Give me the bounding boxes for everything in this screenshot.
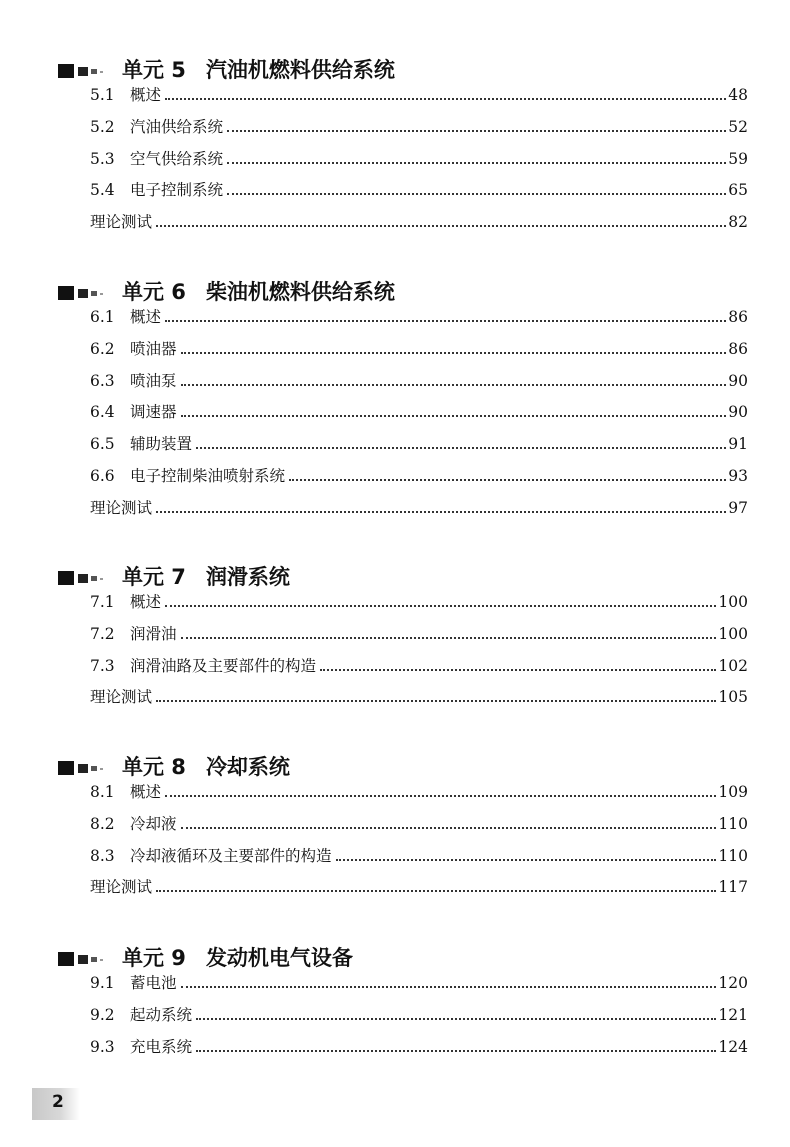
dot-leader: [320, 669, 716, 671]
section-number: 6.1: [90, 308, 115, 326]
toc-unit: [58, 753, 758, 897]
unit-heading: [58, 753, 758, 783]
page-ref: 110: [718, 814, 748, 833]
page-ref: 120: [718, 974, 748, 992]
dot-leader: [196, 1018, 716, 1020]
dot-leader: [156, 511, 726, 513]
unit-title: [122, 278, 395, 306]
dot-leader: [165, 320, 726, 322]
page-ref: 109: [718, 783, 748, 801]
section-number: 5.1: [90, 86, 115, 104]
heading-bullets-icon: [58, 571, 108, 585]
toc-entry[interactable]: [90, 370, 748, 392]
unit-label: 单元 9: [122, 946, 186, 970]
toc-entry[interactable]: [90, 148, 748, 170]
toc-entry[interactable]: [90, 401, 748, 423]
toc-entry[interactable]: [90, 655, 748, 677]
page-ref: 102: [718, 656, 748, 675]
section-number: 8.2: [90, 814, 115, 833]
toc-entry[interactable]: [90, 972, 748, 994]
unit-label: 单元 6: [122, 280, 186, 304]
dot-leader: [181, 384, 727, 386]
unit-title: [122, 563, 290, 591]
section-number: 8.3: [90, 846, 115, 865]
page-number: 2: [52, 1092, 64, 1112]
section-number: 6.2: [90, 339, 115, 358]
section-title: 起动系统: [130, 1005, 193, 1024]
unit-name: 柴油机燃料供给系统: [205, 280, 395, 304]
section-title: 理论测试: [90, 878, 153, 897]
page-ref: 90: [728, 371, 748, 390]
heading-bullets-icon: [58, 952, 108, 966]
page-ref: 110: [718, 846, 748, 865]
section-title: 理论测试: [90, 498, 153, 517]
page-number-badge: [32, 1088, 80, 1120]
section-title: 喷油泵: [130, 371, 177, 390]
toc-entry[interactable]: [90, 116, 748, 138]
heading-bullets-icon: [58, 286, 108, 300]
dot-leader: [227, 162, 726, 164]
section-number: 9.2: [90, 1005, 115, 1024]
toc-entry[interactable]: [90, 211, 748, 233]
page-ref: 91: [728, 435, 748, 454]
unit-name: 冷却系统: [205, 755, 290, 779]
section-number: 6.3: [90, 371, 115, 390]
dot-leader: [165, 605, 716, 607]
page-ref: 100: [718, 624, 748, 643]
section-title: 冷却液循环及主要部件的构造: [130, 846, 332, 865]
section-title: 电子控制柴油喷射系统: [130, 467, 286, 485]
toc-entry[interactable]: [90, 84, 748, 106]
toc-unit: [58, 563, 758, 707]
dot-leader: [336, 859, 717, 861]
section-title: 冷却液: [130, 814, 177, 833]
toc-entry[interactable]: [90, 465, 748, 487]
section-number: 5.2: [90, 117, 115, 136]
section-title: 调速器: [130, 403, 177, 422]
toc-unit: [58, 944, 758, 1056]
page-ref: 100: [718, 593, 748, 611]
section-number: 8.1: [90, 783, 115, 801]
section-title: 蓄电池: [130, 974, 177, 992]
toc-entry[interactable]: [90, 179, 748, 201]
unit-heading: [58, 563, 758, 593]
section-title: 概述: [130, 86, 162, 104]
section-title: 概述: [130, 783, 162, 801]
page-ref: 124: [718, 1037, 748, 1056]
section-number: 6.6: [90, 467, 115, 485]
dot-leader: [156, 225, 726, 227]
section-number: 7.3: [90, 656, 115, 675]
section-number: 7.2: [90, 624, 115, 643]
section-title: 理论测试: [90, 688, 153, 707]
toc-entry[interactable]: [90, 591, 748, 613]
unit-heading: [58, 278, 758, 308]
section-title: 理论测试: [90, 213, 153, 232]
page-ref: 97: [728, 498, 748, 517]
unit-heading: [58, 944, 758, 974]
page-ref: 59: [728, 149, 748, 168]
heading-bullets-icon: [58, 761, 108, 775]
section-title: 喷油器: [130, 339, 177, 358]
page-ref: 90: [728, 403, 748, 422]
dot-leader: [165, 795, 716, 797]
unit-label: 单元 7: [122, 565, 186, 589]
dot-leader: [289, 479, 726, 481]
toc-entry[interactable]: [90, 497, 748, 519]
section-title: 润滑油路及主要部件的构造: [130, 656, 317, 675]
section-title: 充电系统: [130, 1037, 193, 1056]
dot-leader: [165, 98, 726, 100]
unit-name: 发动机电气设备: [205, 946, 353, 970]
section-title: 电子控制系统: [130, 181, 224, 200]
dot-leader: [156, 700, 716, 702]
section-number: 6.4: [90, 403, 115, 422]
dot-leader: [196, 1050, 716, 1052]
page-ref: 117: [718, 878, 748, 897]
toc-entry[interactable]: [90, 686, 748, 708]
page-ref: 48: [728, 86, 748, 104]
unit-heading: [58, 56, 758, 86]
page-ref: 86: [728, 308, 748, 326]
toc-entry[interactable]: [90, 306, 748, 328]
dot-leader: [227, 193, 726, 195]
unit-title: [122, 944, 353, 972]
page-ref: 65: [728, 181, 748, 200]
toc-entry[interactable]: [90, 813, 748, 835]
dot-leader: [196, 447, 726, 449]
unit-label: 单元 5: [122, 58, 186, 82]
dot-leader: [181, 827, 717, 829]
unit-name: 润滑系统: [205, 565, 290, 589]
page-ref: 105: [718, 688, 748, 707]
section-number: 7.1: [90, 593, 115, 611]
section-title: 空气供给系统: [130, 149, 224, 168]
page-ref: 82: [728, 213, 748, 232]
page-ref: 93: [728, 467, 748, 485]
toc-entry[interactable]: [90, 1004, 748, 1026]
toc-entry[interactable]: [90, 845, 748, 867]
unit-name: 汽油机燃料供给系统: [205, 58, 395, 82]
section-number: 5.3: [90, 149, 115, 168]
section-title: 润滑油: [130, 624, 177, 643]
section-number: 9.3: [90, 1037, 115, 1056]
dot-leader: [181, 415, 727, 417]
dot-leader: [156, 890, 716, 892]
heading-bullets-icon: [58, 64, 108, 78]
section-title: 概述: [130, 593, 162, 611]
dot-leader: [181, 637, 717, 639]
page-ref: 52: [728, 117, 748, 136]
toc-entry[interactable]: [90, 433, 748, 455]
section-title: 辅助装置: [130, 435, 193, 454]
unit-title: [122, 56, 395, 84]
dot-leader: [181, 352, 727, 354]
toc-entry[interactable]: [90, 623, 748, 645]
dot-leader: [181, 986, 717, 988]
toc-entry[interactable]: [90, 876, 748, 898]
toc-unit: [58, 278, 758, 517]
toc-entry[interactable]: [90, 338, 748, 360]
section-number: 5.4: [90, 181, 115, 200]
unit-label: 单元 8: [122, 755, 186, 779]
toc-entry[interactable]: [90, 781, 748, 803]
toc-entry[interactable]: [90, 1036, 748, 1058]
section-title: 概述: [130, 308, 162, 326]
section-title: 汽油供给系统: [130, 117, 224, 136]
section-number: 6.5: [90, 435, 115, 454]
page-ref: 121: [718, 1005, 748, 1024]
toc-unit: [58, 56, 758, 232]
page-ref: 86: [728, 339, 748, 358]
dot-leader: [227, 130, 726, 132]
unit-title: [122, 753, 290, 781]
section-number: 9.1: [90, 974, 115, 992]
